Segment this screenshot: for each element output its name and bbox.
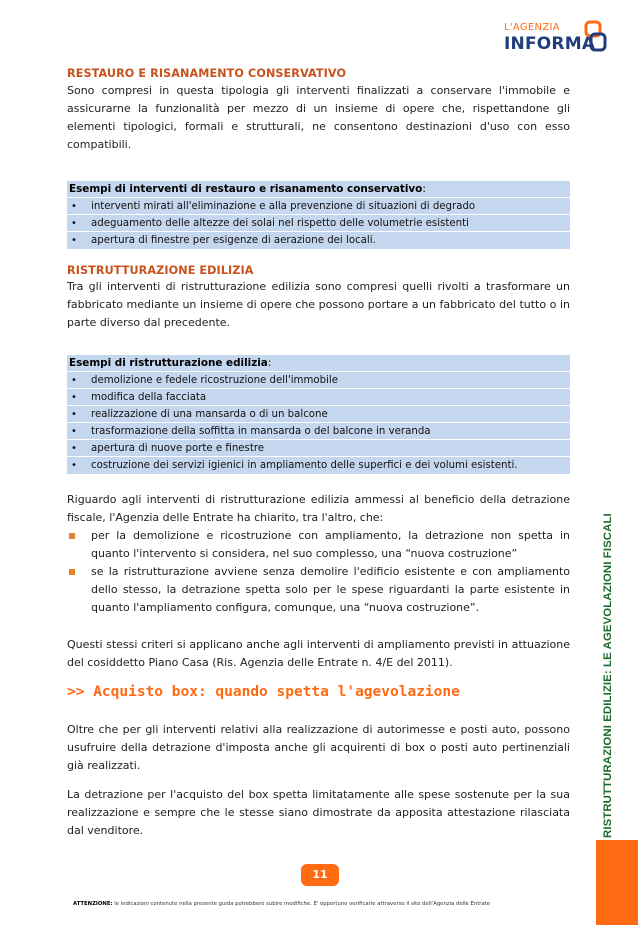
section-title-restauro: RESTAURO E RISANAMENTO CONSERVATIVO bbox=[67, 67, 347, 80]
logo-top-text: L'AGENZIA bbox=[504, 22, 560, 33]
list-item: • apertura di finestre per esigenze di aerazione dei locali. bbox=[71, 235, 376, 246]
clarification-list bbox=[67, 527, 570, 617]
examples-box-heading: Esempi di ristrutturazione edilizia: bbox=[67, 355, 570, 372]
paragraph-riguardo: Riguardo agli interventi di ristrutturazione edilizia ammessi al beneficio della detrazione fiscale, l'Agenzia delle Entrate ha chiarito, tra l'altro, che: bbox=[67, 493, 570, 524]
list-item: • apertura di nuove porte e finestre bbox=[67, 440, 570, 457]
paragraph-piano-casa: Questi stessi criteri si applicano anche agli interventi di ampliamento previsti in attuazione del cosiddetto Piano Casa (Ris. Agenzia delle Entrate n. 4/E del 2011). bbox=[67, 638, 570, 669]
heading-acquisto-box: >> Acquisto box: quando spetta l'agevolazione bbox=[67, 684, 460, 700]
paragraph-acquisto-1: Oltre che per gli interventi relativi alla realizzazione di autorimesse e posti auto, possono usufruire della detrazione d'imposta anche gli acquirenti di box o posti auto pertinenziali già realizzati. bbox=[67, 723, 570, 772]
square-bullet-icon bbox=[69, 533, 75, 539]
list-item: • adeguamento delle altezze dei solai nel rispetto delle volumetrie esistenti bbox=[67, 215, 570, 232]
paragraph-restauro: Sono compresi in questa tipologia gli interventi finalizzati a conservare l'immobile e assicurarne la funzionalità per mezzo di un insieme di opere che, rispettandone gli elementi tipologici, formali e strutturali, ne consentono destinazioni d'uso con esso compatibili. bbox=[67, 84, 570, 151]
side-orange-bar bbox=[596, 840, 638, 925]
list-item: • costruzione dei servizi igienici in ampliamento delle superfici e dei volumi esistenti. bbox=[71, 460, 518, 471]
paragraph-ristrutturazione: Tra gli interventi di ristrutturazione edilizia sono compresi quelli rivolti a trasformare un fabbricato mediante un insieme di opere che possono portare a un fabbricato del tutto o in parte diverso dal precedente. bbox=[67, 280, 570, 329]
logo-bottom-text: INFORMA bbox=[504, 34, 596, 54]
section-title-ristrutturazione: RISTRUTTURAZIONE EDILIZIA bbox=[67, 264, 254, 277]
list-item: • realizzazione di una mansarda o di un balcone bbox=[67, 406, 570, 423]
examples-box-restauro bbox=[67, 181, 570, 249]
logo-mark-icon bbox=[584, 20, 608, 54]
agenzia-informa-logo bbox=[498, 18, 608, 60]
list-item: per la demolizione e ricostruzione con ampliamento, la detrazione non spetta in quanto l'intervento si considera, nel suo complesso, una “nuova costruzione” bbox=[67, 527, 570, 563]
page-number: 11 bbox=[301, 864, 339, 886]
examples-box-heading: Esempi di interventi di restauro e risanamento conservativo: bbox=[67, 181, 570, 198]
side-vertical-label: RISTRUTTURAZIONI EDILIZIE: LE AGEVOLAZIONI FISCALI bbox=[602, 513, 614, 838]
list-item: • modifica della facciata bbox=[67, 389, 570, 406]
list-item: • trasformazione della soffitta in mansarda o del balcone in veranda bbox=[67, 423, 570, 440]
list-item: se la ristrutturazione avviene senza demolire l'edificio esistente e con ampliamento dello stesso, la detrazione spetta solo per le spese riguardanti la parte esistente in quanto l'ampliamento configura, comunque, una “nuova costruzione”. bbox=[67, 563, 570, 617]
list-item: • demolizione e fedele ricostruzione dell'immobile bbox=[67, 372, 570, 389]
footer-notice: ATTENZIONE: le indicazioni contenute nella presente guida potrebbero subire modifiche. E' opportuno verificarle attraverso il sito dell'Agenzia delle Entrate bbox=[73, 901, 491, 907]
examples-box-ristrutturazione bbox=[67, 355, 570, 474]
square-bullet-icon bbox=[69, 569, 75, 575]
paragraph-acquisto-2: La detrazione per l'acquisto del box spetta limitatamente alle spese sostenute per la sua realizzazione e sempre che le stesse siano dimostrate da apposita attestazione rilasciata dal venditore. bbox=[67, 788, 570, 837]
list-item: • interventi mirati all'eliminazione e alla prevenzione di situazioni di degrado bbox=[67, 198, 570, 215]
